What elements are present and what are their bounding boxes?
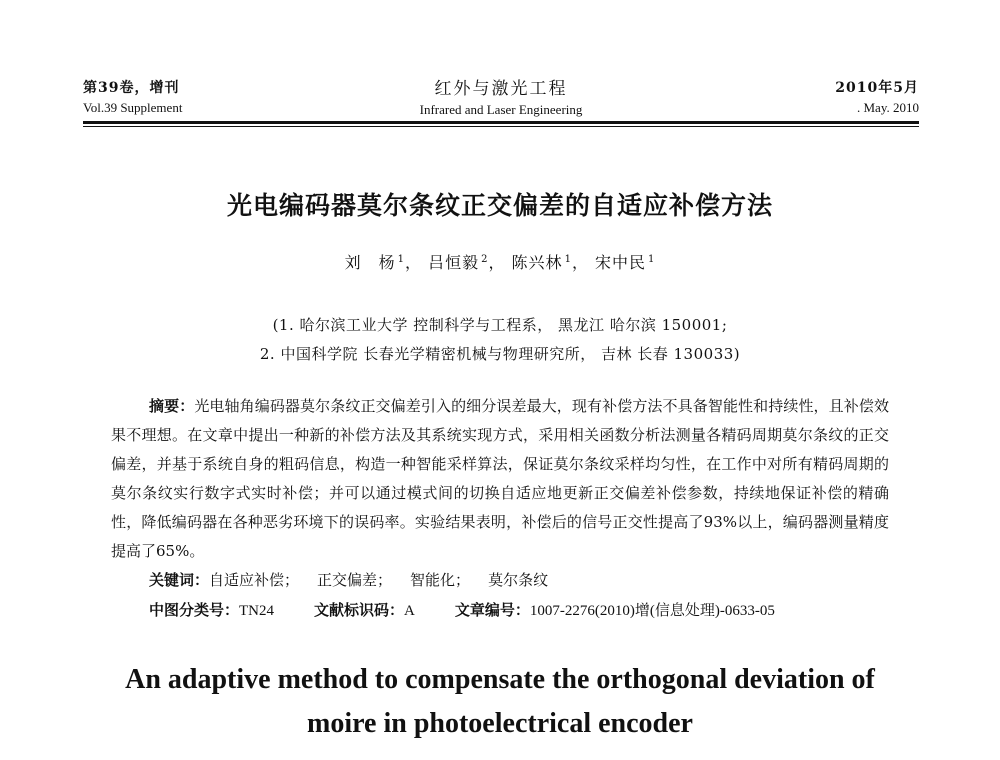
keyword-item: 正交偏差；	[317, 571, 393, 589]
abstract-text: 光电轴角编码器莫尔条纹正交偏差引入的细分误差最大，现有补偿方法不具备智能性和持续性，且补偿效果不理想。在文章中提出一种新的补偿方法及其系统实现方式，采用相关函数分析法测量各精码周期莫尔条纹的正交偏差，并基于系统自身的粗码信息，构造一种智能采样算法，保证莫尔条纹采样均匀性，在工作中对所有精码周期的莫尔条纹实行数字式实时补偿；并可以通过模式间的切换自适应地更新正交偏差补偿参数，持续地保证补偿的精确性，降低编码器在各种恶劣环境下的误码率。实验结果表明，补偿后的信号正交性提高了93%以上，编码器测量精度提高了65%。	[111, 397, 889, 560]
header-rule-thick	[83, 121, 919, 124]
author-affiliation-mark: 2	[481, 253, 489, 265]
header-date-zh: 2010年5月	[835, 80, 919, 96]
abstract-label: 摘要：	[149, 397, 195, 415]
paper-title-en-line1: An adaptive method to compensate the orthogonal deviation of	[125, 664, 875, 695]
header-journal-en: Infrared and Laser Engineering	[419, 102, 583, 117]
header-volume-en: Vol.39 Supplement	[83, 100, 183, 115]
affiliation-2: 2. 中国科学院 长春光学精密机械与物理研究所， 吉林 长春 130033)	[259, 345, 741, 363]
author-affiliation-mark: 1	[564, 253, 572, 265]
doc-code-value: A	[404, 603, 415, 619]
keyword-item: 莫尔条纹	[488, 571, 549, 589]
classification-line	[149, 599, 815, 620]
header-date	[835, 78, 919, 116]
author-name: 宋中民	[595, 253, 647, 272]
abstract	[111, 392, 889, 566]
paper-title-en	[0, 660, 1000, 744]
keywords	[149, 569, 566, 590]
header-rule-thin	[83, 126, 919, 127]
header-volume-zh: 第39卷，增刊	[83, 80, 180, 96]
author-name: 陈兴林	[511, 253, 563, 272]
article-number-label: 文章编号：	[454, 601, 530, 619]
author-affiliation-mark: 1	[397, 253, 405, 265]
clc-label: 中图分类号：	[149, 601, 240, 619]
header-journal-zh: 红外与激光工程	[434, 79, 568, 99]
author-name: 刘 杨	[344, 253, 396, 272]
keyword-item: 智能化；	[410, 571, 471, 589]
affiliation-1: (1. 哈尔滨工业大学 控制科学与工程系， 黑龙江 哈尔滨 150001;	[272, 316, 728, 334]
author-affiliation-mark: 1	[648, 253, 656, 265]
doc-code-label: 文献标识码：	[314, 601, 405, 619]
clc-value: TN24	[239, 603, 275, 619]
paper-title-zh: 光电编码器莫尔条纹正交偏差的自适应补偿方法	[226, 191, 773, 220]
author-list: 刘 杨 $^1$， 吕恒毅 $^2$， 陈兴林 $^1$， 宋中民 $^1$	[344, 253, 656, 272]
paper-title-en-line2: moire in photoelectrical encoder	[307, 708, 693, 739]
header-date-en: . May. 2010	[857, 100, 919, 115]
article-number-value: 1007-2276(2010)增(信息处理)-0633-05	[529, 603, 775, 619]
author-name: 吕恒毅	[428, 253, 480, 272]
header-journal	[83, 78, 919, 118]
keyword-item: 自适应补偿；	[209, 571, 300, 589]
keywords-label: 关键词：	[149, 571, 210, 589]
